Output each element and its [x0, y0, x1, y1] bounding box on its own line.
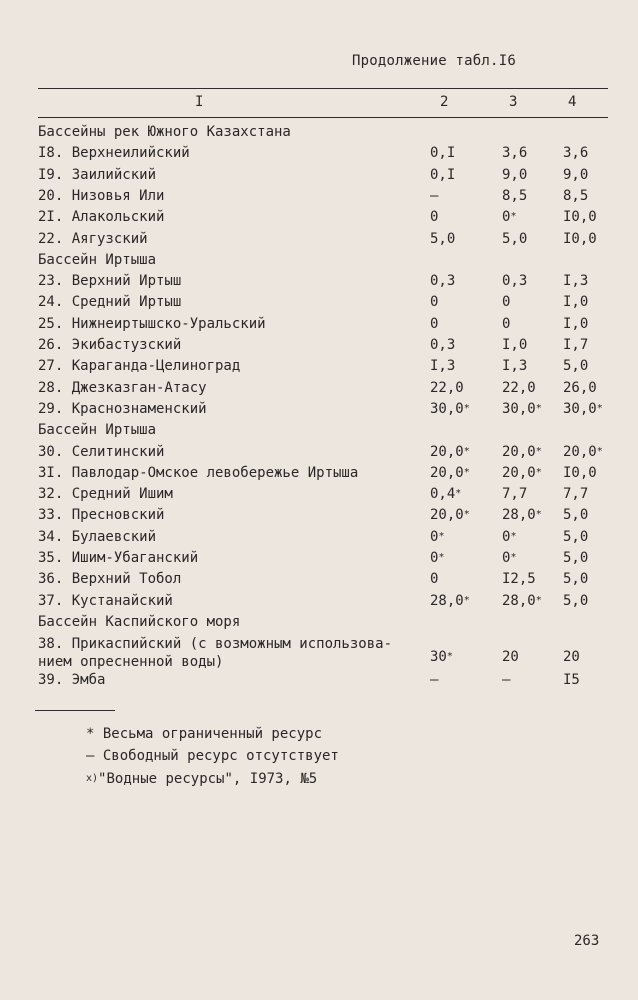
cell-col3: [502, 401, 542, 417]
cell-value: 20,0: [563, 443, 597, 460]
cell-value: 0: [502, 315, 511, 332]
cell-col3: [502, 209, 516, 225]
cell-col2: [430, 571, 438, 587]
column-header-2: 2: [440, 94, 449, 110]
row-name-line: 27. Караганда-Целиноград: [38, 358, 241, 375]
cell-value: I2,5: [502, 571, 536, 588]
cell-col2: [430, 188, 438, 204]
row-name-line: 23. Верхний Иртыш: [38, 273, 182, 290]
cell-col4: [563, 167, 588, 183]
cell-value: 0,I: [430, 145, 456, 162]
row-name-line: нием опресненной воды): [38, 654, 224, 671]
column-header-1: I: [195, 94, 204, 110]
cell-value: 5,0: [430, 230, 456, 247]
table-caption: Продолжение табл.I6: [352, 53, 516, 69]
limited-resource-mark: *: [510, 530, 517, 542]
cell-col3: [502, 529, 516, 545]
row-name-line: 29. Краснознаменский: [38, 400, 207, 417]
footnote-absent: – Свободный ресурс отсутствует: [86, 748, 339, 764]
cell-value: I0,0: [563, 230, 597, 247]
cell-value: 20,0: [502, 464, 536, 481]
cell-value: I5: [563, 672, 580, 689]
table-row: [0, 529, 638, 551]
cell-col2: [430, 145, 455, 161]
cell-value: 28,0: [502, 507, 536, 524]
cell-col4: [563, 294, 588, 310]
footnote-limited: * Весьма ограниченный ресурс: [86, 726, 323, 742]
table-row: [0, 337, 638, 359]
row-name: [38, 231, 418, 247]
cell-col3: [502, 145, 527, 161]
cell-col4: [563, 231, 597, 247]
cell-value: 0: [502, 209, 511, 226]
row-name: [38, 444, 418, 460]
table-row: [0, 486, 638, 508]
limited-resource-mark: *: [535, 445, 542, 457]
cell-col2: [430, 380, 464, 396]
cell-value: I0,0: [563, 464, 597, 481]
cell-col4: [563, 649, 580, 665]
limited-resource-mark: *: [535, 402, 542, 414]
table-row: [0, 550, 638, 572]
cell-col2: [430, 529, 444, 545]
limited-resource-mark: *: [438, 530, 445, 542]
cell-col3: [502, 672, 510, 688]
cell-value: 0: [430, 209, 439, 226]
row-name-line: 36. Верхний Тобол: [38, 571, 182, 588]
cell-col4: [563, 188, 588, 204]
cell-col3: [502, 465, 542, 481]
cell-col3: [502, 486, 527, 502]
cell-value: I0,0: [563, 209, 597, 226]
cell-col3: [502, 507, 542, 523]
table-row: [0, 294, 638, 316]
cell-col2: [430, 593, 470, 609]
row-name: [38, 507, 418, 523]
table-row: [0, 167, 638, 189]
table-row: [0, 231, 638, 253]
cell-col4: [563, 507, 588, 523]
row-name-line: 2I. Алакольский: [38, 209, 165, 226]
cell-value: 28,0: [502, 592, 536, 609]
cell-value: 0,3: [502, 273, 528, 290]
table-row: [0, 465, 638, 487]
cell-col4: [563, 550, 588, 566]
cell-col4: [563, 145, 588, 161]
section-heading: Бассейны рек Южного Казахстана: [38, 124, 291, 140]
cell-value: 20: [563, 649, 580, 666]
row-name-line: 30. Селитинский: [38, 443, 165, 460]
row-name: [38, 529, 418, 545]
row-name: [38, 672, 418, 688]
cell-value: I,3: [430, 358, 456, 375]
cell-col3: [502, 188, 527, 204]
cell-col3: [502, 294, 510, 310]
cell-value: I,0: [563, 315, 589, 332]
cell-value: 30,0: [430, 400, 464, 417]
cell-col4: [563, 273, 588, 289]
footnote-rule: [35, 710, 115, 711]
cell-value: 5,0: [502, 230, 528, 247]
cell-value: 0,3: [430, 337, 456, 353]
cell-col3: [502, 571, 536, 587]
cell-value: 20,0: [430, 507, 464, 524]
page-number: 263: [574, 933, 600, 949]
cell-col2: [430, 465, 470, 481]
row-name: [38, 145, 418, 161]
cell-col2: [430, 486, 461, 502]
row-name: [38, 188, 418, 204]
cell-value: I,0: [502, 337, 528, 353]
cell-value: –: [430, 187, 439, 204]
row-name-line: 26. Экибастузский: [38, 337, 182, 353]
cell-value: 8,5: [563, 187, 589, 204]
row-name: [38, 273, 418, 289]
cell-value: 9,0: [502, 166, 528, 183]
row-name: [38, 209, 418, 225]
cell-col2: [430, 550, 444, 566]
cell-col2: [430, 358, 455, 374]
cell-value: 7,7: [563, 486, 589, 503]
row-name: [38, 635, 418, 671]
cell-value: 0: [430, 528, 439, 545]
row-name-line: 24. Средний Иртыш: [38, 294, 182, 311]
cell-value: 0,I: [430, 166, 456, 183]
row-name-line: I9. Заилийский: [38, 166, 157, 183]
row-name: [38, 465, 418, 481]
row-name: [38, 401, 418, 417]
row-name-line: 32. Средний Ишим: [38, 486, 173, 503]
limited-resource-mark: *: [535, 594, 542, 606]
cell-col4: [563, 401, 603, 417]
cell-value: 22,0: [502, 379, 536, 396]
row-name-line: 3I. Павлодар-Омское левобережье Иртыша: [38, 464, 359, 481]
column-header-3: 3: [509, 94, 518, 110]
row-name-line: 35. Ишим-Убаганский: [38, 550, 199, 566]
cell-col3: [502, 167, 527, 183]
cell-col3: [502, 358, 527, 374]
cell-value: 0: [430, 294, 439, 311]
cell-value: 0: [502, 294, 511, 311]
cell-value: 20,0: [430, 443, 464, 460]
cell-value: 5,0: [563, 571, 589, 588]
section-heading: Бассейн Каспийского моря: [38, 613, 241, 630]
cell-col2: [430, 507, 470, 523]
cell-value: 0: [502, 528, 511, 545]
cell-col2: [430, 337, 455, 353]
cell-value: –: [430, 672, 439, 689]
limited-resource-mark: *: [463, 402, 470, 414]
cell-col2: [430, 649, 453, 665]
table-row: [0, 209, 638, 231]
cell-value: 3,6: [502, 145, 528, 162]
table-row: [0, 316, 638, 338]
cell-col3: [502, 231, 527, 247]
cell-value: 5,0: [563, 528, 589, 545]
cell-value: 3,6: [563, 145, 589, 162]
cell-value: 20: [502, 649, 519, 666]
section-heading: Бассейн Иртыша: [38, 422, 157, 439]
row-name-line: 38. Прикаспийский (с возможным использова-: [38, 636, 393, 653]
cell-value: I,7: [563, 337, 589, 353]
cell-col2: [430, 444, 470, 460]
table-row: [0, 444, 638, 466]
cell-value: 0: [430, 315, 439, 332]
row-name: [38, 380, 418, 396]
cell-value: 30,0: [502, 400, 536, 417]
cell-col4: [563, 486, 588, 502]
cell-col3: [502, 337, 527, 353]
limited-resource-mark: *: [463, 509, 470, 521]
cell-value: 7,7: [502, 486, 528, 503]
row-name: [38, 550, 418, 566]
limited-resource-mark: *: [535, 509, 542, 521]
cell-col3: [502, 550, 516, 566]
cell-col2: [430, 167, 455, 183]
cell-col3: [502, 380, 536, 396]
cell-col4: [563, 209, 597, 225]
cell-value: 5,0: [563, 550, 589, 566]
cell-col3: [502, 316, 510, 332]
cell-value: 5,0: [563, 507, 589, 524]
cell-col4: [563, 529, 588, 545]
table-row: [0, 635, 638, 671]
row-name-line: 28. Джезказган-Атасу: [38, 379, 207, 396]
row-name: [38, 486, 418, 502]
limited-resource-mark: *: [596, 402, 603, 414]
table-top-rule: [38, 88, 608, 89]
cell-col3: [502, 649, 519, 665]
row-name-line: 34. Булаевский: [38, 528, 157, 545]
cell-value: 20,0: [502, 443, 536, 460]
row-name-line: 39. Эмба: [38, 672, 106, 689]
cell-col2: [430, 273, 455, 289]
cell-value: I,0: [563, 294, 589, 311]
cell-value: 28,0: [430, 592, 464, 609]
table-row: [0, 507, 638, 529]
cell-value: 26,0: [563, 379, 597, 396]
cell-col4: [563, 358, 588, 374]
cell-value: 22,0: [430, 379, 464, 396]
table-row: [0, 401, 638, 423]
row-name-line: 25. Нижнеиртышско-Уральский: [38, 315, 266, 332]
cell-value: 0,4: [430, 486, 456, 503]
cell-col4: [563, 672, 580, 688]
cell-value: 0: [502, 550, 511, 566]
cell-value: –: [502, 672, 511, 689]
row-name: [38, 316, 418, 332]
cell-value: 5,0: [563, 592, 589, 609]
cell-col2: [430, 316, 438, 332]
table-row: [0, 358, 638, 380]
limited-resource-mark: *: [510, 552, 517, 563]
limited-resource-mark: *: [446, 651, 453, 663]
cell-col2: [430, 209, 438, 225]
limited-resource-mark: *: [463, 594, 470, 606]
table-row: [0, 571, 638, 593]
section-heading: Бассейн Иртыша: [38, 251, 157, 268]
table-row: [0, 273, 638, 295]
row-name-line: 22. Аягузский: [38, 230, 148, 247]
table-row: [0, 145, 638, 167]
cell-col2: [430, 294, 438, 310]
cell-col4: [563, 444, 603, 460]
cell-value: I,3: [563, 273, 589, 290]
cell-col4: [563, 337, 588, 353]
cell-col4: [563, 316, 588, 332]
cell-col3: [502, 273, 527, 289]
cell-col2: [430, 672, 438, 688]
cell-value: 5,0: [563, 358, 589, 375]
cell-col2: [430, 401, 470, 417]
table-header-rule: [38, 117, 608, 118]
row-name: [38, 358, 418, 374]
row-name: [38, 593, 418, 609]
cell-col3: [502, 593, 542, 609]
cell-value: 0,3: [430, 273, 456, 290]
footnote-source: [86, 771, 317, 787]
row-name: [38, 571, 418, 587]
limited-resource-mark: *: [455, 488, 462, 500]
cell-value: 20,0: [430, 464, 464, 481]
cell-value: 9,0: [563, 166, 589, 183]
limited-resource-mark: *: [438, 552, 445, 563]
table-row: [0, 188, 638, 210]
row-name-line: I8. Верхнеилийский: [38, 145, 190, 162]
limited-resource-mark: *: [463, 466, 470, 478]
row-name-line: 20. Низовья Или: [38, 187, 165, 204]
source-marker: х): [86, 773, 99, 784]
cell-col4: [563, 380, 597, 396]
cell-col2: [430, 231, 455, 247]
column-header-4: 4: [568, 94, 577, 110]
cell-col4: [563, 593, 588, 609]
row-name-line: 37. Кустанайский: [38, 592, 173, 609]
cell-value: 8,5: [502, 187, 528, 204]
cell-value: I,3: [502, 358, 528, 375]
row-name: [38, 294, 418, 310]
row-name-line: 33. Пресновский: [38, 507, 165, 524]
table-row: [0, 380, 638, 402]
table-row: [0, 672, 638, 694]
row-name: [38, 167, 418, 183]
limited-resource-mark: *: [535, 466, 542, 478]
cell-value: 30,0: [563, 400, 597, 417]
cell-col3: [502, 444, 542, 460]
table-row: [0, 593, 638, 615]
limited-resource-mark: *: [596, 445, 603, 457]
cell-value: 0: [430, 571, 439, 588]
cell-col4: [563, 465, 597, 481]
limited-resource-mark: *: [510, 211, 517, 223]
cell-value: 0: [430, 550, 439, 566]
row-name: [38, 337, 418, 353]
cell-col4: [563, 571, 588, 587]
limited-resource-mark: *: [463, 445, 470, 457]
cell-value: 30: [430, 649, 447, 666]
source-text: "Водные ресурсы", I973, №5: [98, 771, 318, 787]
